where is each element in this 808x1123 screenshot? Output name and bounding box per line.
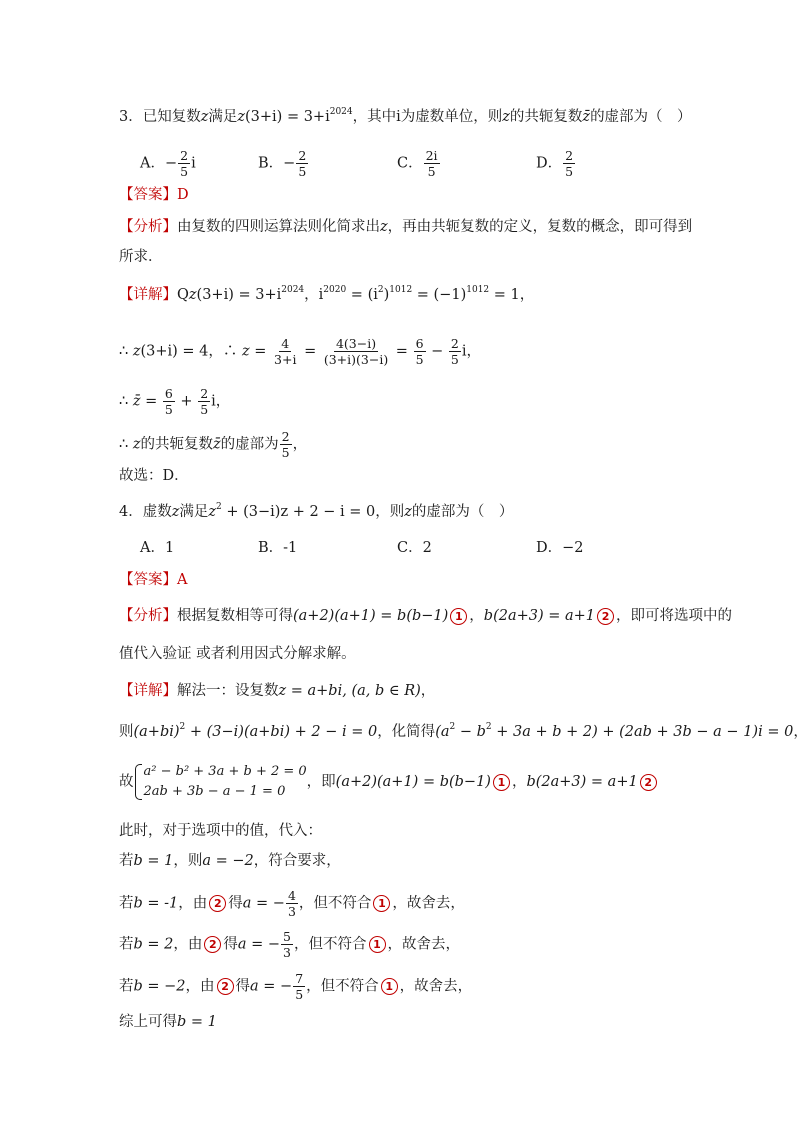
detail-eq: a = − <box>237 936 281 953</box>
option-sign: − <box>164 155 178 172</box>
denominator: 5 <box>565 164 574 179</box>
numerator: 2 <box>281 429 290 444</box>
var-z: z <box>404 504 412 520</box>
detail-text: ，故舍去， <box>399 978 473 995</box>
denominator: 5 <box>450 352 459 367</box>
denominator: 3 <box>283 945 291 960</box>
circled-two-icon: 2 <box>209 895 226 912</box>
q3-option-c[interactable] <box>397 148 441 179</box>
fraction <box>272 336 298 367</box>
option-fraction <box>563 148 575 179</box>
q4-answer <box>119 570 187 590</box>
fraction <box>414 336 426 367</box>
therefore: ，∴ <box>208 343 243 360</box>
exponent: 2 <box>485 722 492 732</box>
analysis-text: 根据复数相等可得 <box>177 608 293 624</box>
therefore: ∴ <box>119 436 133 453</box>
q4-detail-3 <box>119 762 659 802</box>
q3-detail-3: ∴ z̄ = $\frac{6}{5}$ + $\frac{2}{5}$ i， <box>119 386 231 417</box>
q4-analysis-cont <box>119 644 356 664</box>
analysis-text: ，即可将选项中的 <box>616 608 733 624</box>
detail-text: ，化简得 <box>377 724 436 740</box>
q4-case-4 <box>119 971 472 1002</box>
detail-eq: (3+i) = 4 <box>140 343 209 360</box>
detail-text: ，符合要求， <box>253 853 341 869</box>
numerator: 6 <box>415 336 424 351</box>
system-eq-2: 2ab + 3b − a − 1 = 0 <box>143 784 286 799</box>
circled-one-icon: 1 <box>450 608 467 625</box>
detail-text: ，由 <box>178 895 208 912</box>
analysis-text: 值代入验证 或者利用因式分解求解。 <box>119 646 356 662</box>
detail-eq: i， <box>461 343 481 360</box>
circled-one-icon: 1 <box>369 936 386 953</box>
exponent: 2 <box>179 722 186 732</box>
option-sign: − <box>283 155 296 172</box>
detail-eq: z = a+bi, (a, b ∈ R) <box>278 683 421 699</box>
var-z: z <box>380 219 388 235</box>
denominator: 5 <box>281 445 290 460</box>
answer-tag: 【答案】 <box>119 572 177 588</box>
detail-text: 若 <box>119 895 134 912</box>
detail-eq: (a+2)(a+1) = b(b−1) <box>335 774 491 790</box>
option-value: 2 <box>422 540 432 556</box>
option-suffix: i <box>191 155 196 172</box>
analysis-tag: 【分析】 <box>119 219 177 235</box>
detail-text: 的虚部为 <box>220 436 279 453</box>
detail-tag: 【详解】 <box>119 683 177 699</box>
detail-text: 得 <box>235 978 251 995</box>
q4-stem-text: 4．虚数 <box>119 504 172 520</box>
q4-option-d[interactable] <box>536 538 584 558</box>
analysis-text: 由复数的四则运算法则化简求出 <box>177 219 380 235</box>
q4-option-b[interactable] <box>258 538 297 558</box>
analysis-text: ， <box>469 608 484 624</box>
numerator: 2 <box>200 386 209 401</box>
var-z: z <box>132 343 141 360</box>
therefore: ∴ <box>119 343 133 360</box>
detail-eq: i， <box>211 393 231 410</box>
equals: = <box>249 343 272 360</box>
numerator: 2 <box>298 148 307 163</box>
q3-stem-text: 的虚部为（ ） <box>590 109 692 125</box>
detail-eq: + 3a + b + 2) + (2ab + 3b − a − 1)i = 0 <box>491 724 794 740</box>
q4-option-a[interactable] <box>140 538 174 558</box>
numerator: 4 <box>281 336 290 351</box>
q3-choose <box>119 466 189 486</box>
q3-analysis-cont <box>119 247 163 267</box>
numerator: 7 <box>295 971 304 986</box>
q3-detail-1 <box>119 285 534 305</box>
answer-tag: 【答案】 <box>119 187 177 203</box>
exponent: 2 <box>377 285 384 295</box>
detail-text: ， <box>292 436 308 453</box>
q3-stem <box>119 107 692 127</box>
denominator: 5 <box>427 164 436 179</box>
denominator: 3 <box>287 904 296 919</box>
q3-detail-2: ∴ z(3+i) = 4，∴ z = $\frac{4}{3+i}$ = $\frac{4(3-i)}{(3+i)(3-i)}$ = $\frac{6}{5}$ − $\frac{2}{5}$ i， <box>119 336 481 367</box>
detail-eq: (a <box>435 724 450 740</box>
option-label: B． <box>258 155 284 172</box>
numerator: 2 <box>180 148 189 163</box>
detail-eq: ) <box>383 287 390 303</box>
q4-conclusion <box>119 1012 217 1032</box>
var-z: z <box>502 109 510 125</box>
detail-eq: − b <box>455 724 486 740</box>
detail-eq: ，i <box>304 287 324 303</box>
q4-detail-1 <box>119 681 435 701</box>
analysis-eq: (a+2)(a+1) = b(b−1) <box>293 608 449 624</box>
denominator: 5 <box>295 987 304 1002</box>
option-label: C． <box>397 540 423 556</box>
numerator: 2i <box>425 148 438 163</box>
detail-text: ，由 <box>185 978 215 995</box>
equation-system <box>134 762 307 802</box>
fraction <box>322 336 390 367</box>
detail-text: ，故舍去， <box>387 936 460 953</box>
option-label: C． <box>397 155 423 172</box>
q3-stem-text: 3．已知复数 <box>119 109 201 125</box>
detail-text: 若 <box>119 936 134 953</box>
circled-two-icon: 2 <box>597 608 614 625</box>
circled-one-icon: 1 <box>493 774 510 791</box>
q4-detail-2 <box>119 722 808 742</box>
option-label: A． <box>140 540 165 556</box>
q4-stem-text: ，则 <box>375 504 405 520</box>
detail-text: 若 <box>119 978 134 995</box>
q4-stem-text: 的虚部为（ ） <box>411 504 514 520</box>
q4-equation: + (3−i)z + 2 − i = 0 <box>221 504 376 520</box>
detail-eq: = (i <box>346 287 378 303</box>
detail-text: ， <box>420 683 436 699</box>
detail-eq: b = -1 <box>133 895 179 912</box>
option-label: D． <box>536 155 563 172</box>
q3-stem-text: 满足 <box>208 109 238 125</box>
exponent: 2 <box>216 502 222 512</box>
denominator: 5 <box>164 402 173 417</box>
q4-case-3 <box>119 929 460 960</box>
var-zbar: z̄ <box>212 436 221 453</box>
var-z: z <box>188 287 197 303</box>
circled-two-icon: 2 <box>204 936 221 953</box>
denominator: 5 <box>415 352 424 367</box>
q3-option-b[interactable] <box>258 148 309 179</box>
q4-stem-text: 满足 <box>179 504 209 520</box>
fraction <box>198 386 210 417</box>
detail-eq: b = −2 <box>133 978 186 995</box>
option-label: A． <box>140 155 165 172</box>
q3-analysis <box>119 217 692 237</box>
fraction <box>280 429 292 460</box>
option-label: B． <box>258 540 284 556</box>
q4-line-substitute <box>119 821 322 841</box>
detail-text: ，但不符合 <box>294 936 367 953</box>
q4-case-2 <box>119 888 465 919</box>
answer-value: A <box>177 572 188 588</box>
detail-eq: a = − <box>242 895 285 912</box>
detail-text: 此时，对于选项中的值，代入： <box>119 823 322 839</box>
detail-eq: b = 2 <box>133 936 174 953</box>
detail-text: 得 <box>223 936 238 953</box>
detail-eq: b(2a+3) = a+1 <box>526 774 638 790</box>
denominator: 3+i <box>274 352 297 367</box>
denominator: 5 <box>200 402 209 417</box>
analysis-text: 所求． <box>119 249 163 265</box>
option-fraction <box>178 148 190 179</box>
option-fraction <box>296 148 308 179</box>
circled-one-icon: 1 <box>373 895 390 912</box>
detail-text: 的共轭复数 <box>140 436 213 453</box>
option-value: −2 <box>562 540 584 556</box>
q3-equation: (3+i) = 3+i <box>245 109 330 125</box>
detail-eq: (a+bi) <box>133 724 180 740</box>
detail-text: ， <box>511 774 527 790</box>
system-eq-1: a² − b² + 3a + b + 2 = 0 <box>143 764 307 779</box>
numerator: 2 <box>450 336 459 351</box>
option-label: D． <box>536 540 563 556</box>
detail-eq: b = 1 <box>177 1014 217 1030</box>
q3-exponent: 2024 <box>329 107 353 117</box>
fraction <box>449 336 461 367</box>
fraction <box>293 971 305 1002</box>
q3-option-d[interactable] <box>536 148 576 179</box>
exponent: 1012 <box>466 285 490 295</box>
q4-analysis <box>119 606 732 626</box>
var-z: z <box>242 343 250 360</box>
detail-text: ，则 <box>173 853 203 869</box>
var-zbar: z̄ <box>132 393 141 410</box>
detail-text: ，故舍去， <box>392 895 465 912</box>
q3-stem-text: 的共轭复数 <box>509 109 583 125</box>
analysis-eq: b(2a+3) = a+1 <box>483 608 596 624</box>
q4-case-1 <box>119 851 341 871</box>
answer-value: D <box>177 187 189 203</box>
numerator: 2 <box>565 148 574 163</box>
exponent: 2 <box>449 722 456 732</box>
exponent: 2024 <box>281 285 305 295</box>
var-z: z <box>171 504 180 520</box>
choose-text: 故选：D． <box>119 468 189 484</box>
q3-stem-text: ，其中i为虚数单位，则 <box>352 109 503 125</box>
denominator: (3+i)(3−i) <box>323 352 389 367</box>
detail-eq: (3+i) = 3+i <box>196 287 282 303</box>
exponent: 1012 <box>389 285 413 295</box>
detail-text: 故 <box>119 774 134 790</box>
analysis-tag: 【分析】 <box>119 608 177 624</box>
detail-eq: a = − <box>250 978 293 995</box>
detail-text: 解法一：设复数 <box>177 683 279 699</box>
detail-text: ，但不符合 <box>298 895 372 912</box>
option-value: 1 <box>164 540 175 556</box>
var-z: z <box>237 109 246 125</box>
fraction <box>281 929 293 960</box>
q3-answer <box>119 185 189 205</box>
option-value: -1 <box>283 540 298 556</box>
q3-option-a[interactable] <box>140 148 196 179</box>
var-z: z <box>132 436 141 453</box>
denominator: 5 <box>298 164 307 179</box>
detail-text: ， <box>793 724 808 740</box>
detail-tag: 【详解】 <box>119 287 177 303</box>
var-zbar: z̄ <box>582 109 591 125</box>
numerator: 4(3−i) <box>335 336 377 351</box>
q4-stem <box>119 502 513 522</box>
detail-text: 综上可得 <box>119 1014 177 1030</box>
circled-one-icon: 1 <box>381 978 398 995</box>
circled-two-icon: 2 <box>217 978 234 995</box>
detail-text: ，由 <box>173 936 203 953</box>
q4-equation: z <box>208 504 217 520</box>
q4-option-c[interactable] <box>397 538 432 558</box>
fraction <box>163 386 175 417</box>
detail-text: ，即 <box>306 774 336 790</box>
detail-eq: b = 1 <box>133 853 174 869</box>
detail-text: Q <box>177 287 189 303</box>
numerator: 6 <box>164 386 173 401</box>
denominator: 5 <box>180 164 189 179</box>
detail-eq: = (−1) <box>412 287 467 303</box>
detail-eq: a = −2 <box>202 853 254 869</box>
detail-eq: = 1， <box>489 287 535 303</box>
numerator: 5 <box>283 929 291 944</box>
detail-eq: + (3−i)(a+bi) + 2 − i = 0 <box>185 724 378 740</box>
exponent: 2020 <box>323 285 347 295</box>
var-z: z <box>200 109 209 125</box>
detail-text: 若 <box>119 853 134 869</box>
therefore: ∴ <box>119 393 133 410</box>
detail-text: 则 <box>119 724 134 740</box>
fraction <box>286 888 298 919</box>
detail-text: 得 <box>228 895 243 912</box>
analysis-text: ，再由共轭复数的定义，复数的概念，即可得到 <box>387 219 693 235</box>
numerator: 4 <box>287 888 296 903</box>
detail-text: ，但不符合 <box>306 978 379 995</box>
circled-two-icon: 2 <box>640 774 657 791</box>
q3-detail-4 <box>119 429 307 460</box>
option-fraction <box>424 148 440 179</box>
